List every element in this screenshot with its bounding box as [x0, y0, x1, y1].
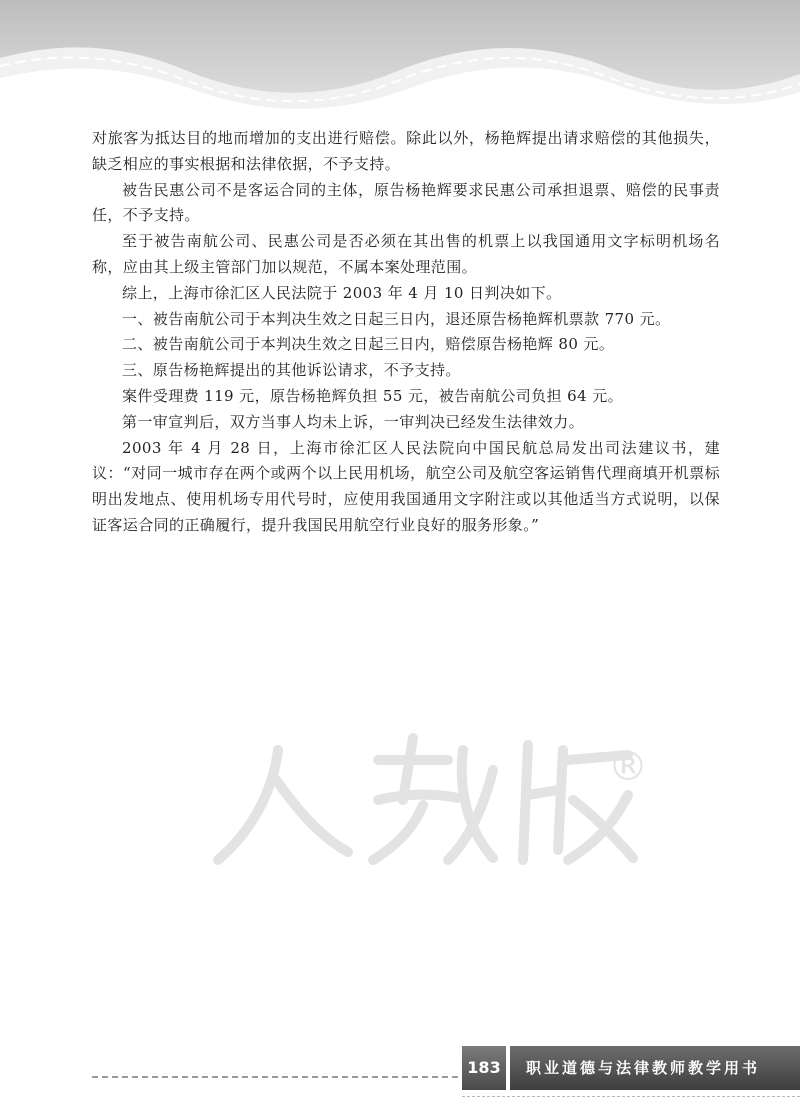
footer-dashed-line	[92, 1076, 458, 1078]
paragraph: 对旅客为抵达目的地而增加的支出进行赔偿。除此以外，杨艳辉提出请求赔偿的其他损失，缺乏相应的事实根据和法律依据，不予支持。	[92, 129, 720, 173]
page-number: 183	[462, 1046, 506, 1090]
paragraph: 案件受理费 119 元，原告杨艳辉负担 55 元，被告南航公司负担 64 元。	[122, 386, 624, 405]
paragraph: 至于被告南航公司、民惠公司是否必须在其出售的机票上以我国通用文字标明机场名称，应由其上级主管部门加以规范，不属本案处理范围。	[92, 232, 720, 276]
paragraph: 第一审宣判后，双方当事人均未上诉，一审判决已经发生法律效力。	[122, 412, 585, 431]
header-wave-decoration	[0, 0, 800, 130]
book-title: 职业道德与法律教师教学用书	[510, 1046, 800, 1090]
paragraph: 被告民惠公司不是客运合同的主体，原告杨艳辉要求民惠公司承担退票、赔偿的民事责任，不予支持。	[92, 180, 720, 225]
paragraph: 一、被告南航公司于本判决生效之日起三日内，退还原告杨艳辉机票款 770 元。	[122, 309, 671, 328]
page-footer	[0, 1040, 800, 1117]
footer-light-dashed-line	[462, 1096, 800, 1097]
registered-mark: ®	[608, 744, 648, 790]
publisher-watermark-logo	[208, 720, 648, 870]
paragraph: 三、原告杨艳辉提出的其他诉讼请求，不予支持。	[122, 361, 461, 380]
paragraph: 综上，上海市徐汇区人民法院于 2003 年 4 月 10 日判决如下。	[122, 283, 562, 302]
document-body	[92, 126, 720, 539]
paragraph: 二、被告南航公司于本判决生效之日起三日内，赔偿原告杨艳辉 80 元。	[122, 335, 615, 354]
paragraph: 2003 年 4 月 28 日，上海市徐汇区人民法院向中国民航总局发出司法建议书，建议：“对同一城市存在两个或两个以上民用机场，航空公司及航空客运销售代理商填开机票标明出发地点、使用机场专用代号时，应使用我国通用文字附注或以其他适当方式说明，以保证客运合同的正确履行，提升我国民用航空行业良好的服务形象。”	[92, 438, 720, 534]
